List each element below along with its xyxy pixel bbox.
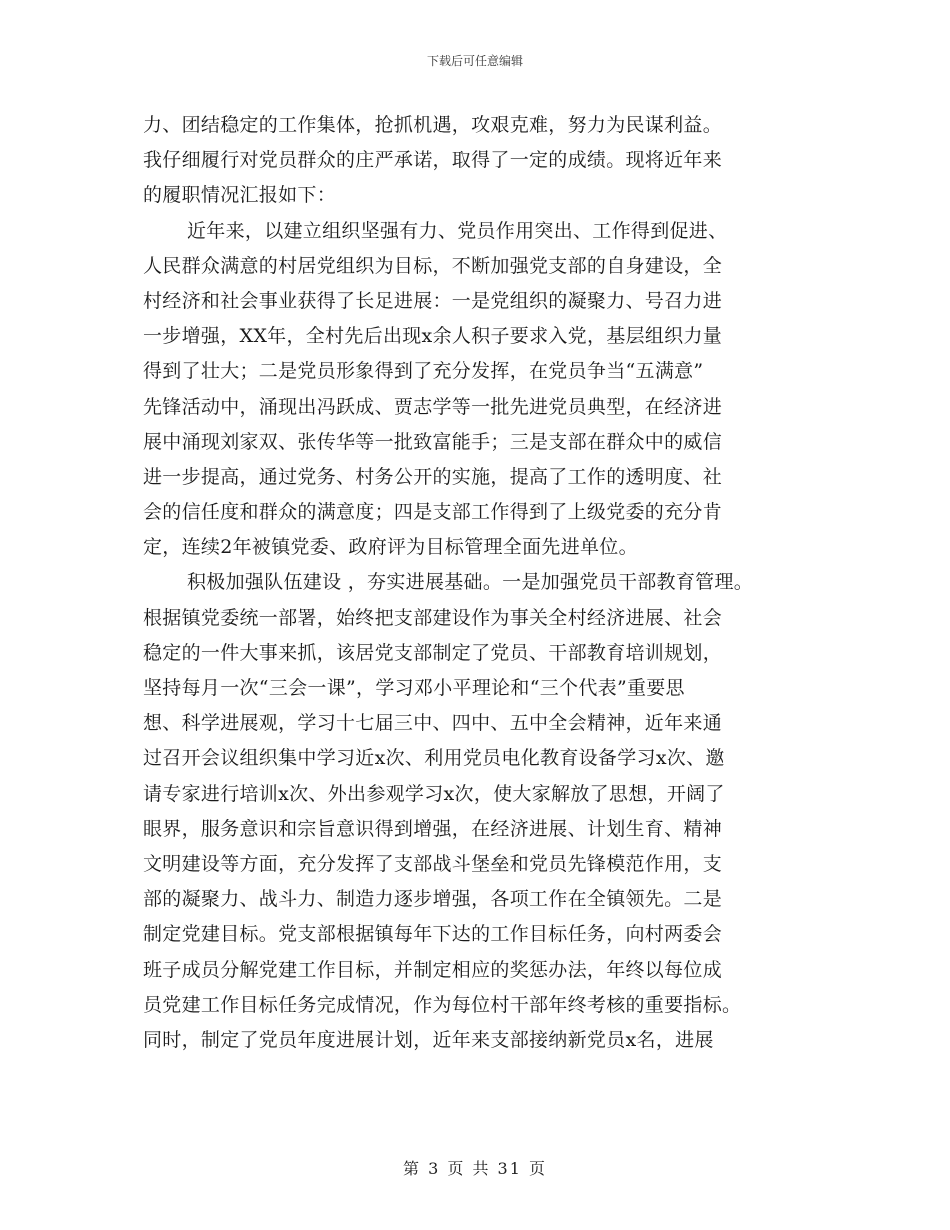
text-line: 先锋活动中，涌现出冯跃成、贾志学等一批先进党员典型，在经济进: [143, 395, 723, 418]
text-line: 员党建工作目标任务完成情况，作为每位村干部年终考核的重要指标。: [143, 993, 742, 1016]
paragraph-start-line: 近年来，以建立组织坚强有力、党员作用突出、工作得到促进、: [187, 219, 728, 242]
text-line: 力、团结稳定的工作集体，抢抓机遇，攻艰克难，努力为民谋利益。: [143, 114, 723, 136]
text-line: 定，连续2年被镇党委、政府评为目标管理全面先进单位。: [143, 536, 638, 559]
text-line: 展中涌现刘家双、张传华等一批致富能手；三是支部在群众中的威信: [143, 430, 723, 453]
page-header: 下载后可任意编辑: [426, 54, 523, 68]
text-line: 稳定的一件大事来抓，该居党支部制定了党员、干部教育培训规划，: [143, 641, 723, 664]
text-line: 人民群众满意的村居党组织为目标，不断加强党支部的自身建设，全: [143, 254, 723, 277]
text-line: 请专家进行培训x次、外出参观学习x次，使大家解放了思想，开阔了: [143, 782, 725, 805]
text-line: 的履职情况汇报如下：: [143, 184, 337, 207]
text-line: 过召开会议组织集中学习近x次、利用党员电化教育设备学习x次、邀: [143, 747, 725, 770]
text-line: 部的凝聚力、战斗力、制造力逐步增强，各项工作在全镇领先。二是: [143, 888, 723, 911]
text-line: 班子成员分解党建工作目标，并制定相应的奖惩办法，年终以每位成: [143, 958, 723, 981]
text-line: 制定党建目标。党支部根据镇每年下达的工作目标任务，向村两委会: [143, 923, 723, 946]
text-line: 我仔细履行对党员群众的庄严承诺，取得了一定的成绩。现将近年来: [143, 149, 723, 172]
text-line: 文明建设等方面，充分发挥了支部战斗堡垒和党员先锋模范作用，支: [143, 852, 723, 875]
document-body: [143, 108, 823, 1058]
text-line: 村经济和社会事业获得了长足进展：一是党组织的凝聚力、号召力进: [143, 289, 723, 312]
text-line: 眼界，服务意识和宗旨意识得到增强，在经济进展、计划生育、精神: [143, 817, 723, 840]
text-line: 得到了壮大；二是党员形象得到了充分发挥，在党员争当“五满意”: [143, 360, 704, 383]
page-footer: 第 3 页 共 31 页: [403, 1159, 547, 1178]
text-line: 一步增强，XX年，全村先后出现x余人积子要求入党，基层组织力量: [143, 325, 723, 348]
text-line: 想、科学进展观，学习十七届三中、四中、五中全会精神，近年来通: [143, 712, 723, 735]
text-line: 进一步提高，通过党务、村务公开的实施，提高了工作的透明度、社: [143, 465, 723, 488]
text-line: 同时，制定了党员年度进展计划，近年来支部接纳新党员x名，进展: [143, 1028, 714, 1051]
text-line: 坚持每月一次“三会一课”，学习邓小平理论和“三个代表”重要思: [143, 677, 685, 699]
text-line: 根据镇党委统一部署，始终把支部建设作为事关全村经济进展、社会: [143, 606, 723, 629]
text-line: 会的信任度和群众的满意度；四是支部工作得到了上级党委的充分肯: [143, 501, 723, 524]
paragraph-start-line: 积极加强队伍建设 ，夯实进展基础。一是加强党员干部教育管理。: [187, 571, 754, 594]
